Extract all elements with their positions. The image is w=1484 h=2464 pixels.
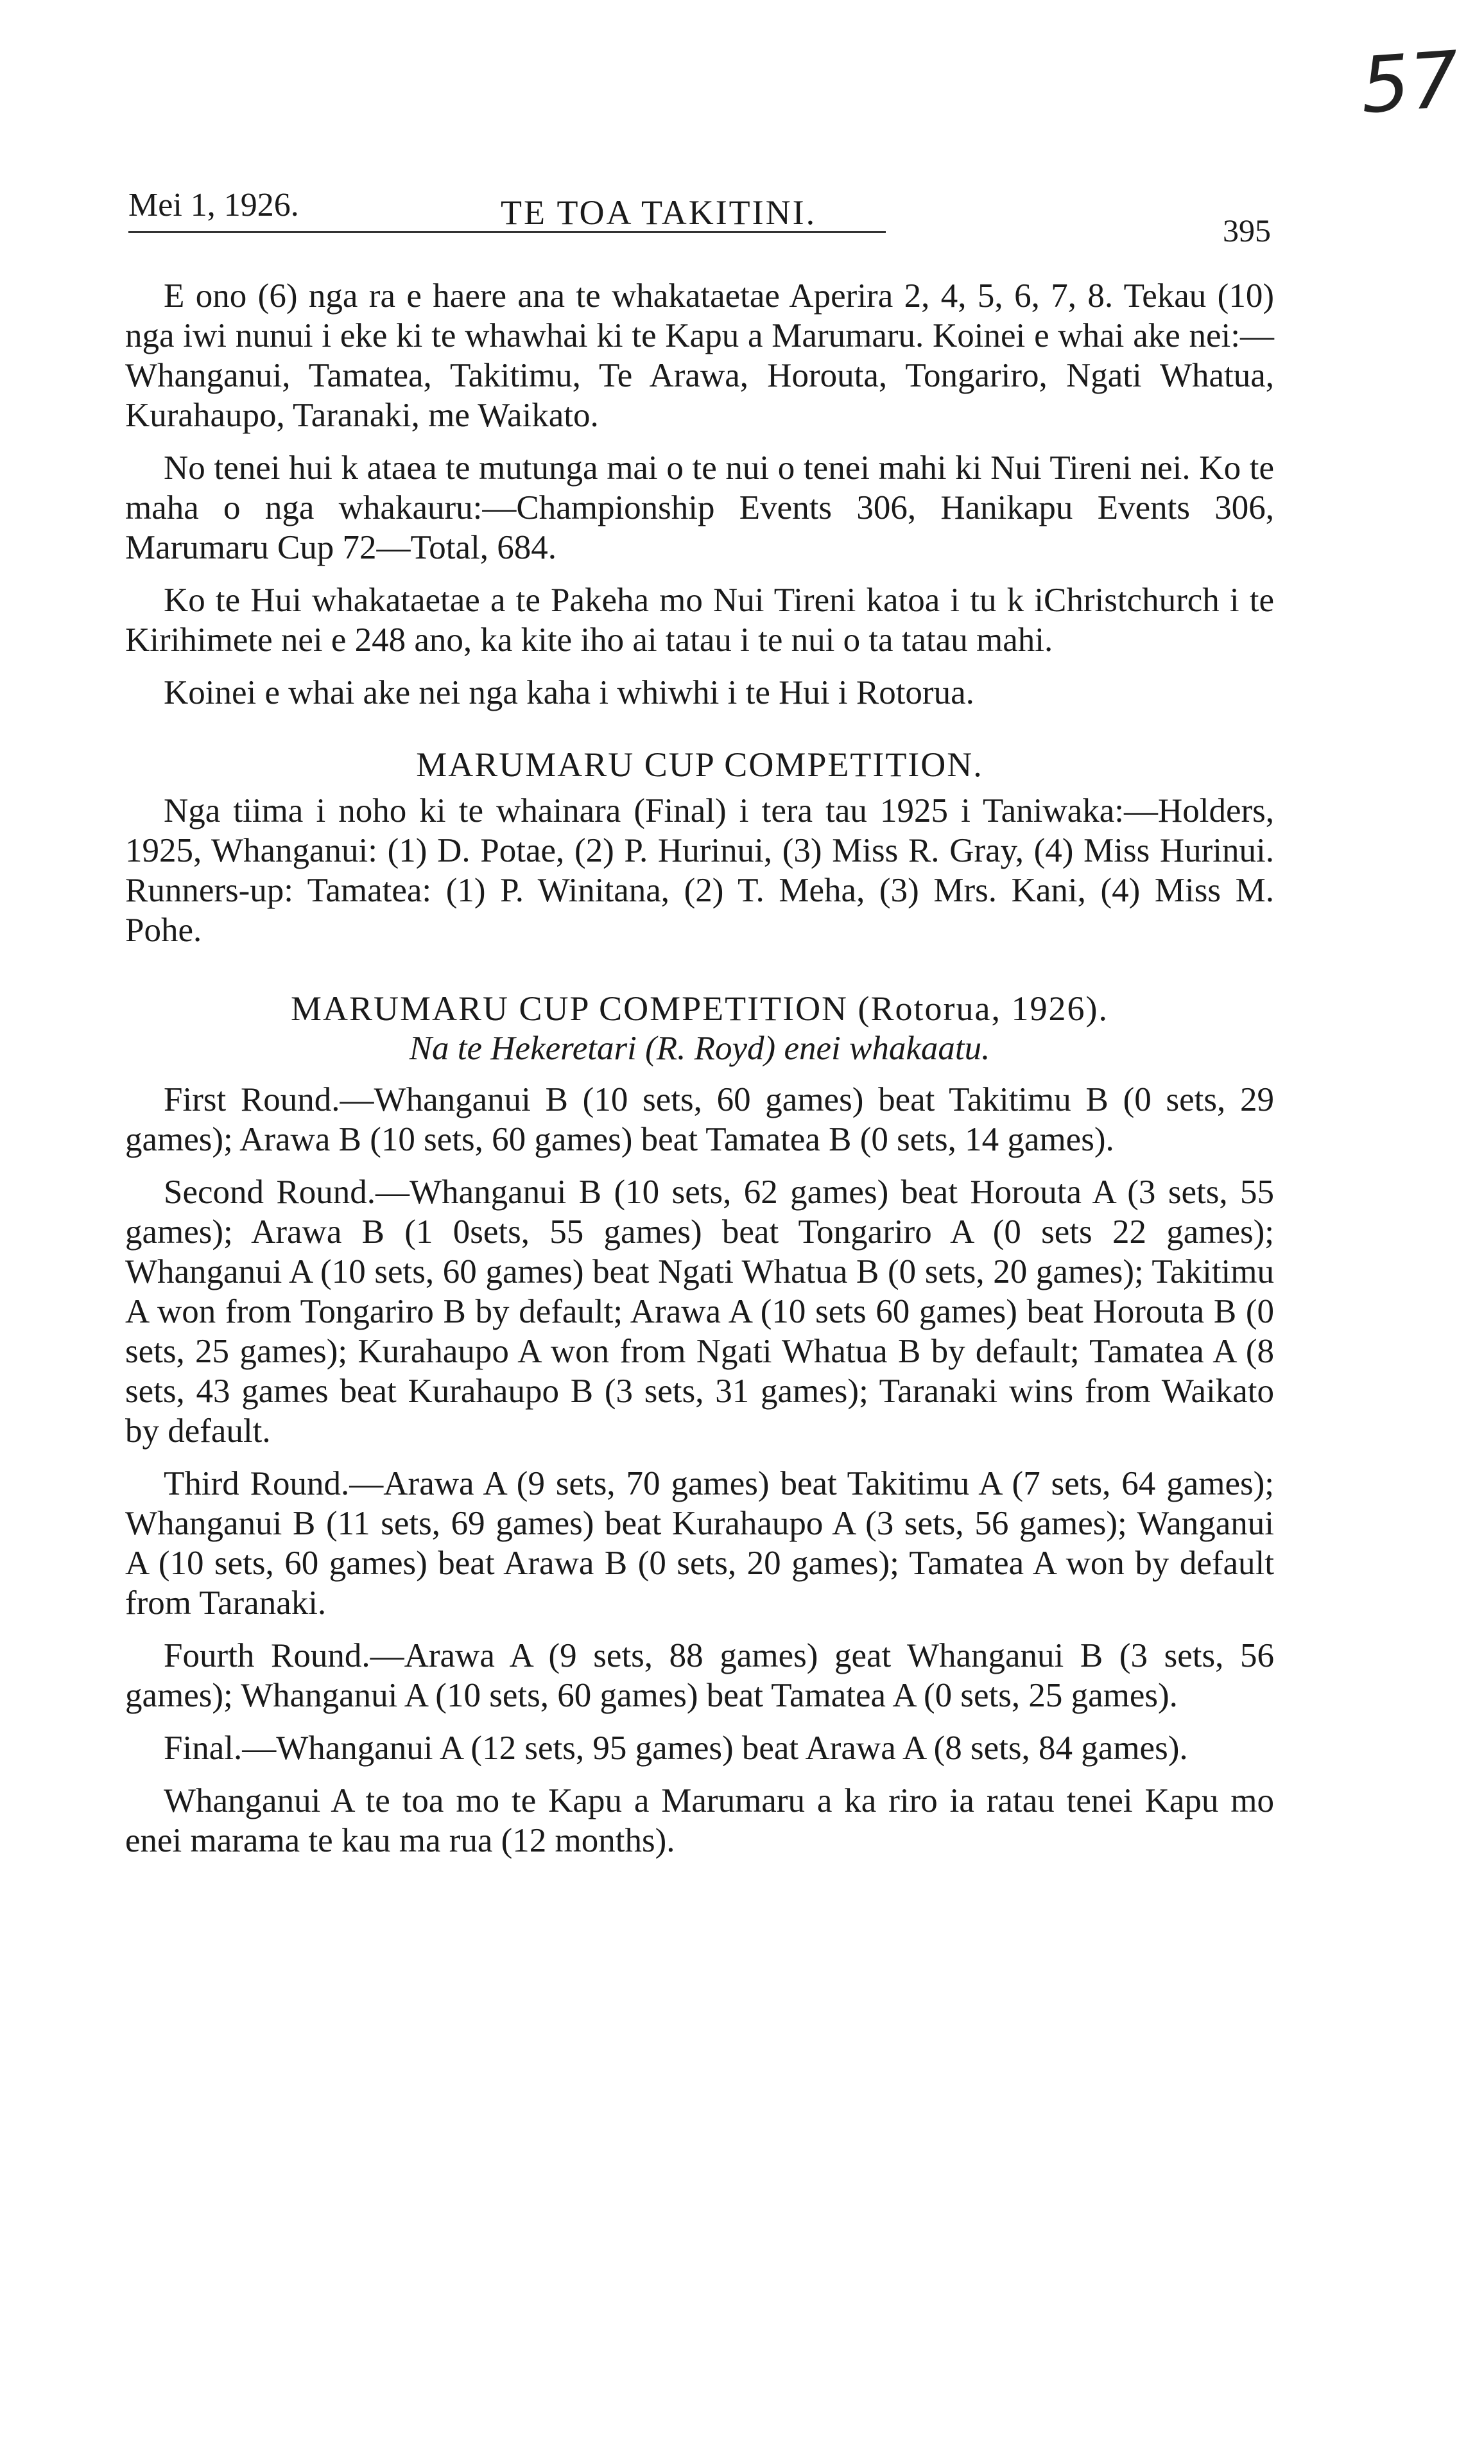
round-label: First Round. xyxy=(164,1081,340,1118)
section-heading-marumaru-1925: MARUMARU CUP COMPETITION. xyxy=(416,745,983,784)
intro-paragraph: No tenei hui k ataea te mutunga mai o te nui o tenei mahi ki Nui Tireni nei. Ko te maha o nga whakauru:—Championship Events 306, Hanikapu Events 306, Marumaru Cup 72—Total, 684. xyxy=(125,449,1274,566)
round-paragraph-final xyxy=(125,1728,1274,1768)
intro-paragraph: Ko te Hui whakataetae a te Pakeha mo Nui Tireni katoa i tu k iChristchurch i te Kirihimete nei e 248 ano, ka kite iho ai tatau i te nui o ta tatau mahi. xyxy=(125,582,1274,659)
secretary-byline: Na te Hekeretari (R. Royd) enei whakaatu. xyxy=(409,1030,990,1067)
round-text: —Arawa A (9 sets, 88 games) geat Whanganui B (3 sets, 56 games); Whanganui A (10 sets, 60 games) beat Tamatea A (0 sets, 25 games). xyxy=(125,1637,1275,1714)
intro-paragraph: Koinei e whai ake nei nga kaha i whiwhi i te Hui i Rotorua. xyxy=(164,674,974,711)
header-page-number: 395 xyxy=(1223,213,1271,248)
running-header xyxy=(128,186,1271,248)
round-paragraph-second xyxy=(125,1172,1274,1451)
round-text: —Whanganui A (12 sets, 95 games) beat Arawa A (8 sets, 84 games). xyxy=(242,1730,1188,1767)
round-label: Fourth Round. xyxy=(164,1637,370,1674)
round-paragraph-fourth xyxy=(125,1636,1274,1715)
closing-paragraph: Whanganui A te toa mo te Kapu a Marumaru a ka riro ia ratau tenei Kapu mo enei marama te kau ma rua (12 months). xyxy=(125,1782,1274,1859)
round-text: —Arawa A (9 sets, 70 games) beat Takitimu A (7 sets, 64 games); Whanganui B (11 sets, 69 games) beat Kurahaupo A (3 sets, 56 games); Wanganui A (10 sets, 60 games) beat Arawa B (0 sets, 20 games); Tamatea A won by default from Taranaki. xyxy=(125,1465,1274,1622)
article-body xyxy=(125,276,1274,1873)
round-label: Final. xyxy=(164,1730,243,1767)
round-label: Third Round. xyxy=(164,1465,350,1502)
section-heading-marumaru-1926: MARUMARU CUP COMPETITION (Rotorua, 1926). xyxy=(290,989,1109,1028)
section1-paragraph: Nga tiima i noho ki te whainara (Final) i tera tau 1925 i Taniwaka:—Holders, 1925, Whanganui: (1) D. Potae, (2) P. Hurinui, (3) Miss R. Gray, (4) Miss Hurinui. Runners-up: Tamatea: (1) P. Winitana, (2) T. Meha, (3) Mrs. Kani, (4) Miss M. Pohe. xyxy=(125,792,1274,949)
round-text: —Whanganui B (10 sets, 60 games) beat Takitimu B (0 sets, 29 games); Arawa B (10 sets, 60 games) beat Tamatea B (0 sets, 14 games). xyxy=(125,1081,1274,1158)
round-text: —Whanganui B (10 sets, 62 games) beat Horouta A (3 sets, 55 games); Arawa B (1 0sets, 55 games) beat Tongariro A (0 sets 22 games); Whanganui A (10 sets, 60 games) beat Ngati Whatua B (0 sets, 20 games); Takitimu A won from Tongariro B by default; Arawa A (10 sets 60 games) beat Horouta B (0 sets, 25 games); Kurahaupo A won from Ngati Whatua B by default; Tamatea A (8 sets, 43 games beat Kurahaupo B (3 sets, 31 games); Taranaki wins from Waikato by default. xyxy=(125,1174,1274,1450)
round-paragraph-third xyxy=(125,1464,1274,1623)
intro-paragraph: E ono (6) nga ra e haere ana te whakataetae Aperira 2, 4, 5, 6, 7, 8. Tekau (10) nga iwi nunui i eke ki te whawhai ki te Kapu a Marumaru. Koinei e whai ake nei:—Whanganui, Tamatea, Takitimu, Te Arawa, Horouta, Tongariro, Ngati Whatua, Kurahaupo, Taranaki, me Waikato. xyxy=(125,277,1274,434)
round-label: Second Round. xyxy=(164,1174,376,1211)
round-paragraph-first xyxy=(125,1080,1274,1159)
handwritten-page-number: 57 xyxy=(1358,35,1462,132)
header-rule xyxy=(128,231,886,233)
header-title: TE TOA TAKITINI. xyxy=(501,193,817,232)
header-date: Mei 1, 1926. xyxy=(128,187,299,223)
